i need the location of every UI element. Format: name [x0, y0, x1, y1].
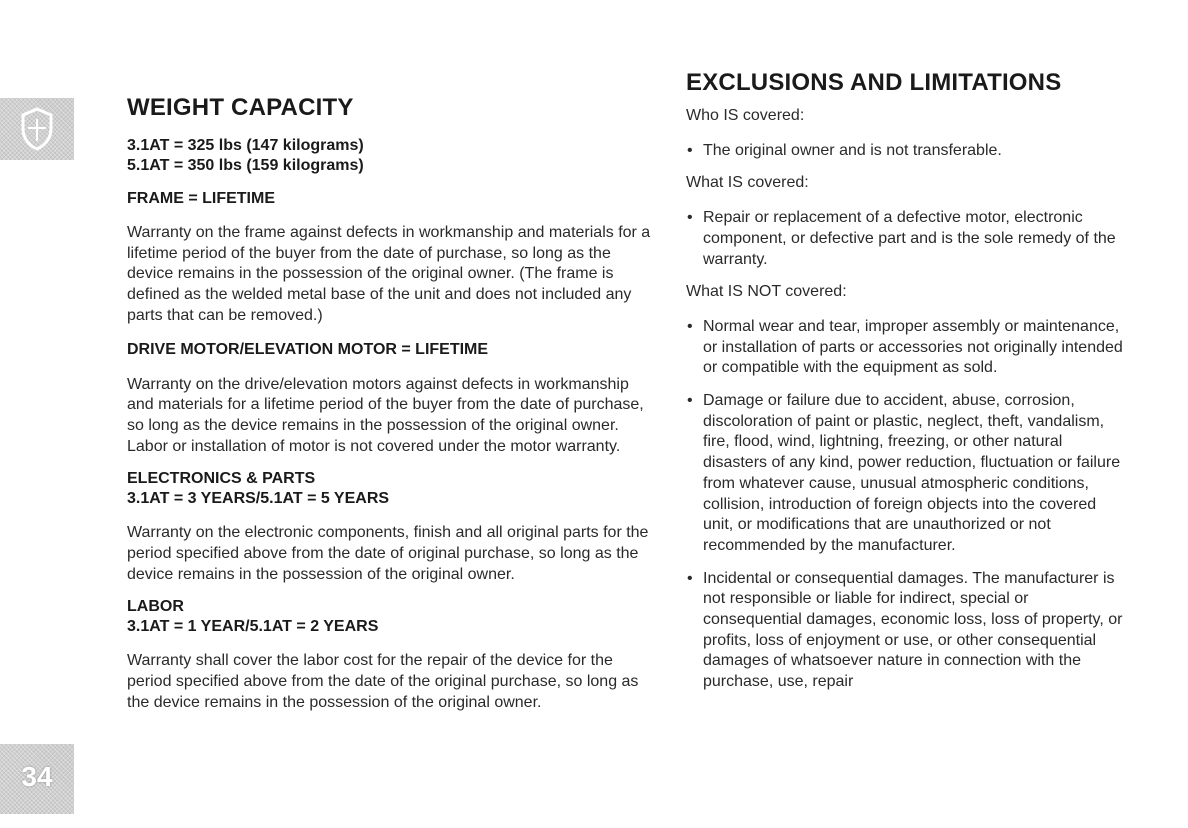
- weight-capacity-title: WEIGHT CAPACITY: [127, 94, 354, 121]
- what-covered-label: What IS covered:: [686, 174, 809, 192]
- list-item: • Incidental or consequential damages. The manufacturer is not responsible or liable for indirect, special or consequential damages, economic loss, loss of property, or profits, loss of enjoyment or use, or other consequential damages of whatsoever nature in connection with the purchase, use, repair: [687, 569, 1123, 691]
- section-tab: [0, 98, 74, 160]
- motor-text: Warranty on the drive/elevation motors against defects in workmanship and materials for a lifetime period of the buyer from the date of purchase, so long as the device remains in the possession of the original owner. Labor or installation of motor is not covered under the motor warranty.: [127, 375, 644, 455]
- capacity-line: 3.1AT = 325 lbs (147 kilograms): [127, 137, 364, 154]
- not-covered-list: [686, 317, 1126, 693]
- not-covered-label: What IS NOT covered:: [686, 283, 847, 301]
- list-item: • Damage or failure due to accident, abuse, corrosion, discoloration of paint or plastic, neglect, theft, vandalism, fire, flood, wind, lightning, freezing, or other natural disasters of any kind, power reduction, fluctuation or failure from whatever cause, unusual atmospheric conditions, collision, introduction of foreign objects into the covered unit, or modifications that are unauthorized or not recommended by the manufacturer.: [687, 392, 1121, 554]
- labor-text: Warranty shall cover the labor cost for the repair of the device for the period specified above from the date of the original purchase, so long as the device remains in the possession of the original owner.: [127, 652, 639, 711]
- motor-heading: DRIVE MOTOR/ELEVATION MOTOR = LIFETIME: [127, 340, 489, 358]
- exclusions-title: EXCLUSIONS AND LIMITATIONS: [686, 69, 1062, 96]
- list-item: • The original owner and is not transferable.: [687, 141, 1002, 159]
- labor-heading: LABOR: [127, 598, 184, 616]
- labor-years: 3.1AT = 1 YEAR/5.1AT = 2 YEARS: [127, 618, 379, 636]
- what-covered-list: [686, 208, 1126, 270]
- exclusions-column: [686, 68, 1126, 693]
- warranty-column: [127, 93, 657, 714]
- frame-text: Warranty on the frame against defects in workmanship and materials for a lifetime period of the buyer from the date of purchase, so long as the device remains in the possession of the original owner. (The frame is defined as the welded metal base of the unit and does not included any parts that can be removed.): [127, 224, 651, 324]
- capacity-line: 5.1AT = 350 lbs (159 kilograms): [127, 157, 364, 174]
- page-number: 34: [21, 761, 53, 792]
- electronics-heading: ELECTRONICS & PARTS: [127, 470, 316, 488]
- frame-heading: FRAME = LIFETIME: [127, 190, 275, 207]
- list-item: • Normal wear and tear, improper assembly or maintenance, or installation of parts or accessories not originally intended or compatible with the equipment as sold.: [687, 317, 1123, 377]
- page-number-tab: [0, 744, 74, 814]
- electronics-text: Warranty on the electronic components, finish and all original parts for the period specified above from the date of original purchase, so long as the device remains in the possession of the original owner.: [127, 524, 649, 583]
- electronics-years: 3.1AT = 3 YEARS/5.1AT = 5 YEARS: [127, 490, 390, 508]
- who-covered-list: [686, 141, 1126, 162]
- list-item: • Repair or replacement of a defective motor, electronic component, or defective part and is the sole remedy of the warranty.: [687, 209, 1116, 268]
- who-covered-label: Who IS covered:: [686, 107, 805, 124]
- shield-cross-icon: [20, 107, 54, 151]
